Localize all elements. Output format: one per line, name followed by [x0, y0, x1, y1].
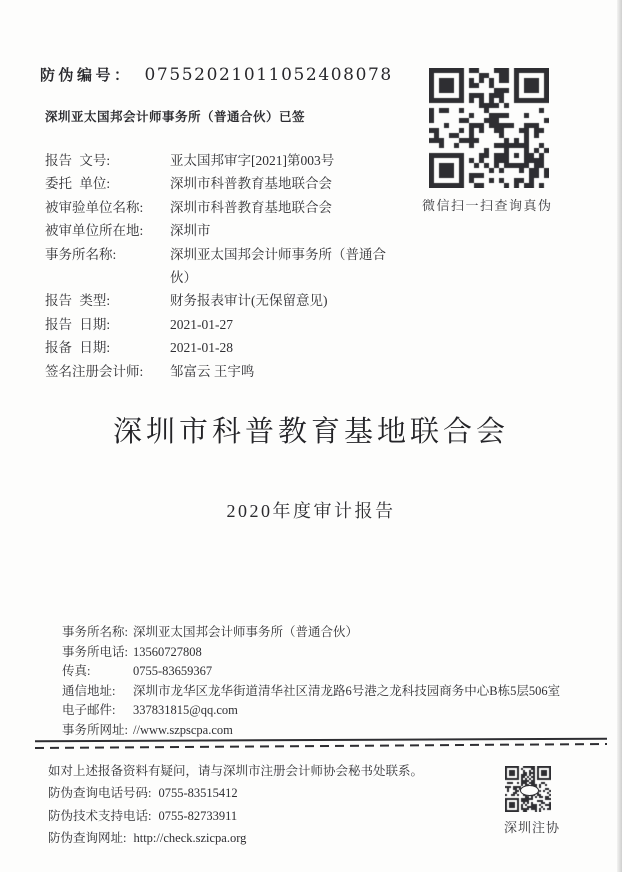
contact-label: 事务所名称: [62, 625, 128, 639]
contact-value: 337831815@qq.com [133, 703, 238, 718]
field-row-report-number [45, 149, 392, 172]
contact-value: 深圳亚太国邦会计师事务所（普通合伙） [133, 625, 359, 639]
contact-label: 事务所电话: [62, 644, 128, 659]
separator-dashed-rule [35, 743, 607, 749]
footer-row-query-url [48, 827, 423, 849]
field-label: 被审验单位名称: [45, 199, 144, 215]
contact-row-address [62, 682, 560, 702]
field-value: 2021-01-28 [170, 340, 233, 356]
field-label: 报告 日期: [45, 316, 111, 332]
footer-row-support-phone [48, 805, 423, 827]
field-row-signing-cpas [45, 360, 392, 383]
field-value: 深圳市科普教育基地联合会 [170, 176, 332, 192]
qr-small-caption: 深圳注协 [504, 820, 561, 835]
field-value: 深圳市 [170, 223, 211, 239]
field-label: 事务所名称: [45, 246, 117, 262]
scan-edge-shadow [617, 0, 622, 872]
wechat-verify-qr-code-icon [429, 68, 549, 188]
contact-value: //www.szpscpa.com [133, 722, 233, 737]
footer-label: 防伪技术支持电话: [48, 808, 152, 823]
page-subtitle: 2020年度审计报告 [226, 501, 396, 521]
contact-row-firm-name [62, 623, 560, 643]
field-label: 报备 日期: [45, 340, 111, 356]
footer-label: 防伪查询电话号码: [48, 786, 152, 801]
field-row-audited-unit [45, 196, 392, 219]
field-value: 2021-01-27 [170, 316, 233, 332]
field-row-report-type [45, 289, 392, 312]
contact-row-phone [62, 643, 560, 663]
contact-row-fax [62, 662, 560, 682]
contact-label: 通信地址: [62, 683, 116, 698]
firm-contact-block [62, 623, 560, 741]
qr-center-logo-icon [520, 785, 539, 796]
field-label: 报告 类型: [45, 293, 111, 309]
contact-label: 传真: [62, 664, 91, 679]
field-label: 委托 单位: [45, 176, 111, 192]
field-row-firm-name [45, 243, 392, 290]
footer-note: 如对上述报备资料有疑问，请与深圳市注册会计师协会秘书处联系。 [48, 764, 424, 778]
footer-value: http://check.szicpa.org [133, 831, 247, 846]
field-value: 亚太国邦审字[2021]第003号 [170, 153, 335, 168]
field-label: 报告 文号: [45, 153, 111, 168]
field-row-filing-date [45, 336, 392, 359]
footer-row-query-phone [48, 782, 423, 804]
contact-label: 事务所网址: [62, 722, 128, 737]
footer-value: 0755-82733911 [158, 808, 238, 823]
association-qr-block [504, 766, 566, 836]
contact-value: 0755-83659367 [133, 664, 213, 679]
field-row-unit-location [45, 219, 392, 242]
field-value: 财务报表审计(无保留意见) [170, 293, 328, 309]
contact-value: 13560727808 [133, 644, 202, 659]
field-label: 被审单位所在地: [45, 223, 144, 239]
contact-label: 电子邮件: [62, 703, 116, 718]
security-code-number: 07552021011052408078 [144, 65, 393, 85]
field-label: 签名注册会计师: [45, 363, 144, 379]
field-value: 邹富云 王宇鸣 [170, 363, 255, 379]
qr-caption: 微信扫一扫查询真伪 [422, 198, 553, 213]
signed-note: 深圳亚太国邦会计师事务所（普通合伙）已签 [45, 110, 306, 124]
security-code-label: 防伪编号： [40, 68, 133, 84]
footer-value: 0755-83515412 [158, 786, 238, 801]
footer-antiforgery-block [48, 760, 423, 850]
page-title: 深圳市科普教育基地联合会 [112, 416, 509, 448]
field-row-report-date [45, 313, 392, 336]
verification-qr-block [422, 68, 553, 214]
field-row-client [45, 172, 392, 195]
field-value: 深圳市科普教育基地联合会 [170, 199, 332, 215]
field-value: 深圳亚太国邦会计师事务所（普通合伙） [170, 246, 386, 286]
contact-row-email [62, 701, 560, 721]
report-meta-fields [45, 149, 392, 383]
security-code-row [40, 64, 393, 85]
footer-label: 防伪查询网址: [48, 831, 127, 846]
contact-value: 深圳市龙华区龙华街道清华社区清龙路6号港之龙科技园商务中心B栋5层506室 [133, 683, 561, 698]
